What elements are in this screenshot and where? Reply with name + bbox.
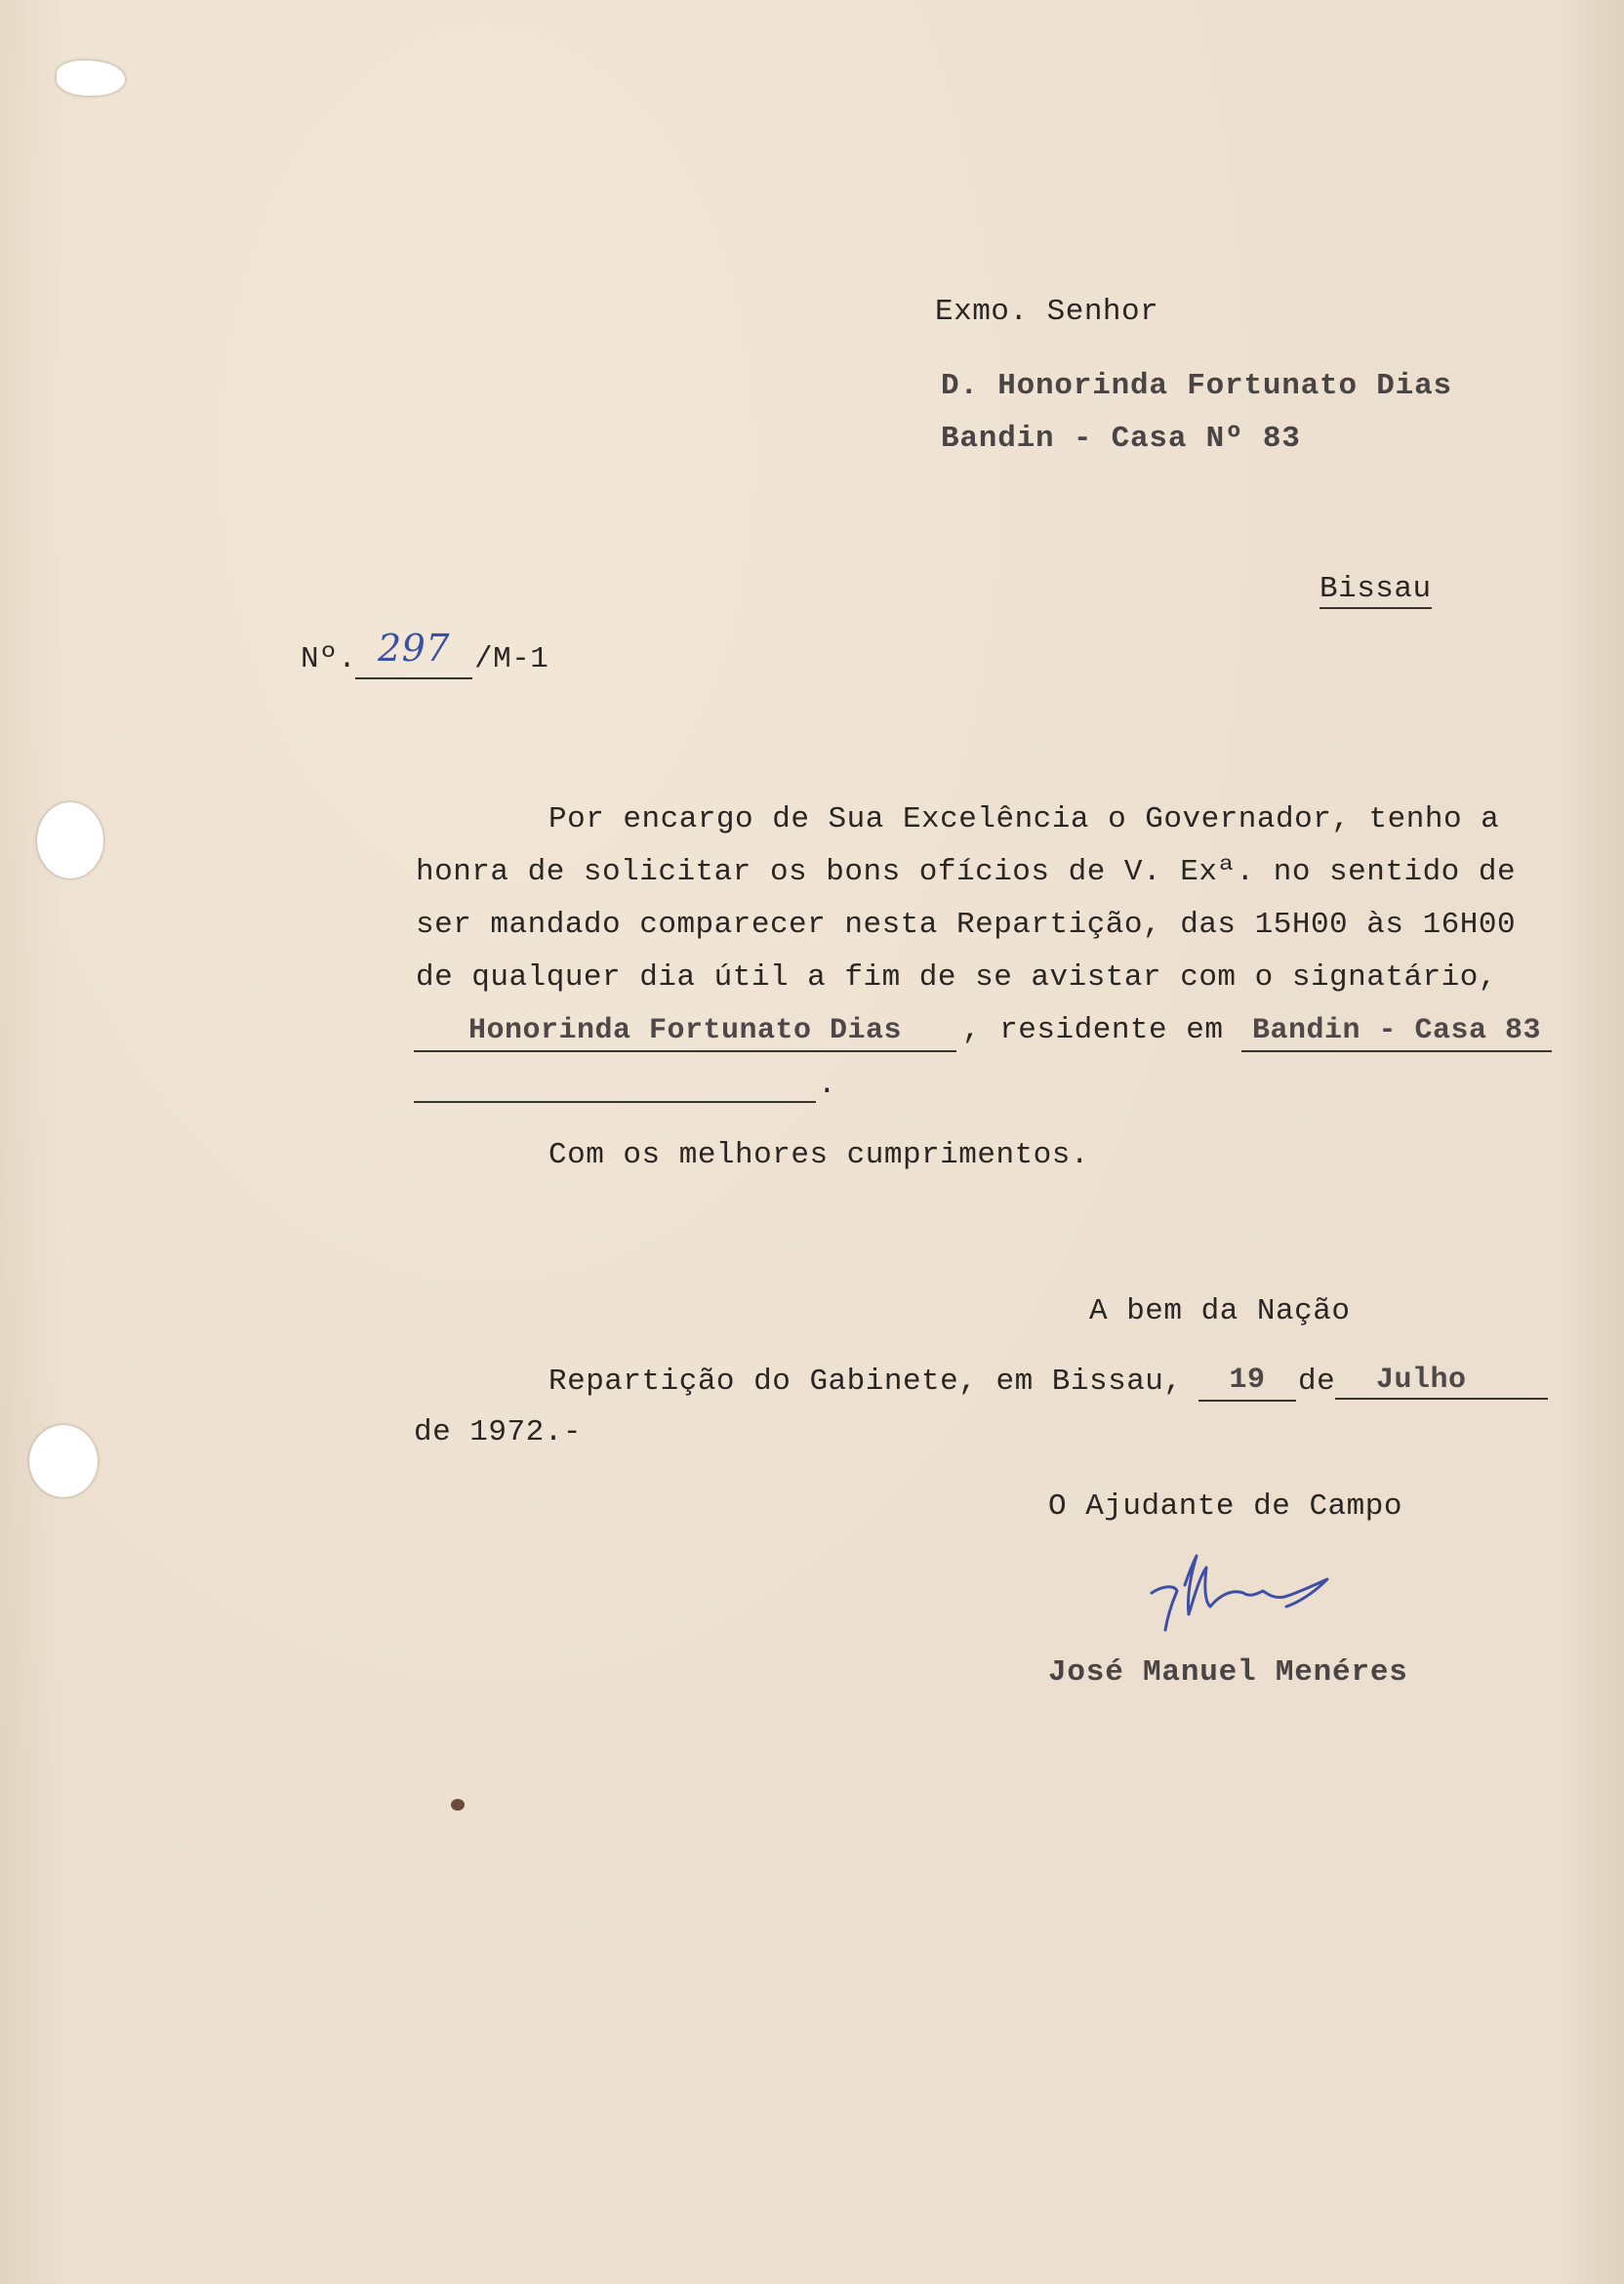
date-de: de <box>1298 1365 1336 1399</box>
handwritten-signature <box>1142 1546 1376 1644</box>
residence-field: Bandin - Casa 83 <box>1241 1011 1552 1052</box>
recipient-address: Bandin - Casa Nº 83 <box>941 422 1301 456</box>
date-month-field: Julho <box>1335 1361 1548 1400</box>
reference-number <box>355 629 472 679</box>
date-day-field: 19 <box>1198 1361 1296 1402</box>
person-name-field: Honorinda Fortunato Dias <box>414 1011 956 1052</box>
signatory-title: O Ajudante de Campo <box>1048 1489 1402 1524</box>
end-period: . <box>818 1068 837 1102</box>
salutation: Exmo. Senhor <box>935 295 1159 329</box>
reference-prefix: Nº. <box>301 642 357 676</box>
signatory-name: José Manuel Menéres <box>1048 1655 1408 1690</box>
motto: A bem da Nação <box>1089 1294 1351 1328</box>
city-label: Bissau <box>1320 572 1432 609</box>
punch-hole-middle <box>37 802 103 878</box>
body-line-1: Por encargo de Sua Excelência o Governador, tenho a <box>548 802 1500 836</box>
date-year-line: de 1972.- <box>414 1415 582 1449</box>
reference-suffix: /M-1 <box>474 642 549 676</box>
blank-continuation-line <box>414 1062 816 1103</box>
stain-spot <box>451 1799 465 1811</box>
punch-hole-top <box>57 61 125 96</box>
residente-text: , residente em <box>962 1013 1224 1047</box>
closing-text: Com os melhores cumprimentos. <box>548 1138 1089 1172</box>
body-line-3: ser mandado comparecer nesta Repartição, das 15H00 às 16H00 <box>416 908 1517 942</box>
body-line-2: honra de solicitar os bons ofícios de V. Exª. no sentido de <box>416 855 1517 889</box>
punch-hole-bottom <box>29 1425 98 1497</box>
recipient-name: D. Honorinda Fortunato Dias <box>941 369 1452 403</box>
body-line-4: de qualquer dia útil a fim de se avistar com o signatário, <box>416 960 1497 995</box>
reference-number-handwritten: 297 <box>377 627 451 670</box>
date-prefix: Repartição do Gabinete, em Bissau, <box>548 1365 1183 1399</box>
